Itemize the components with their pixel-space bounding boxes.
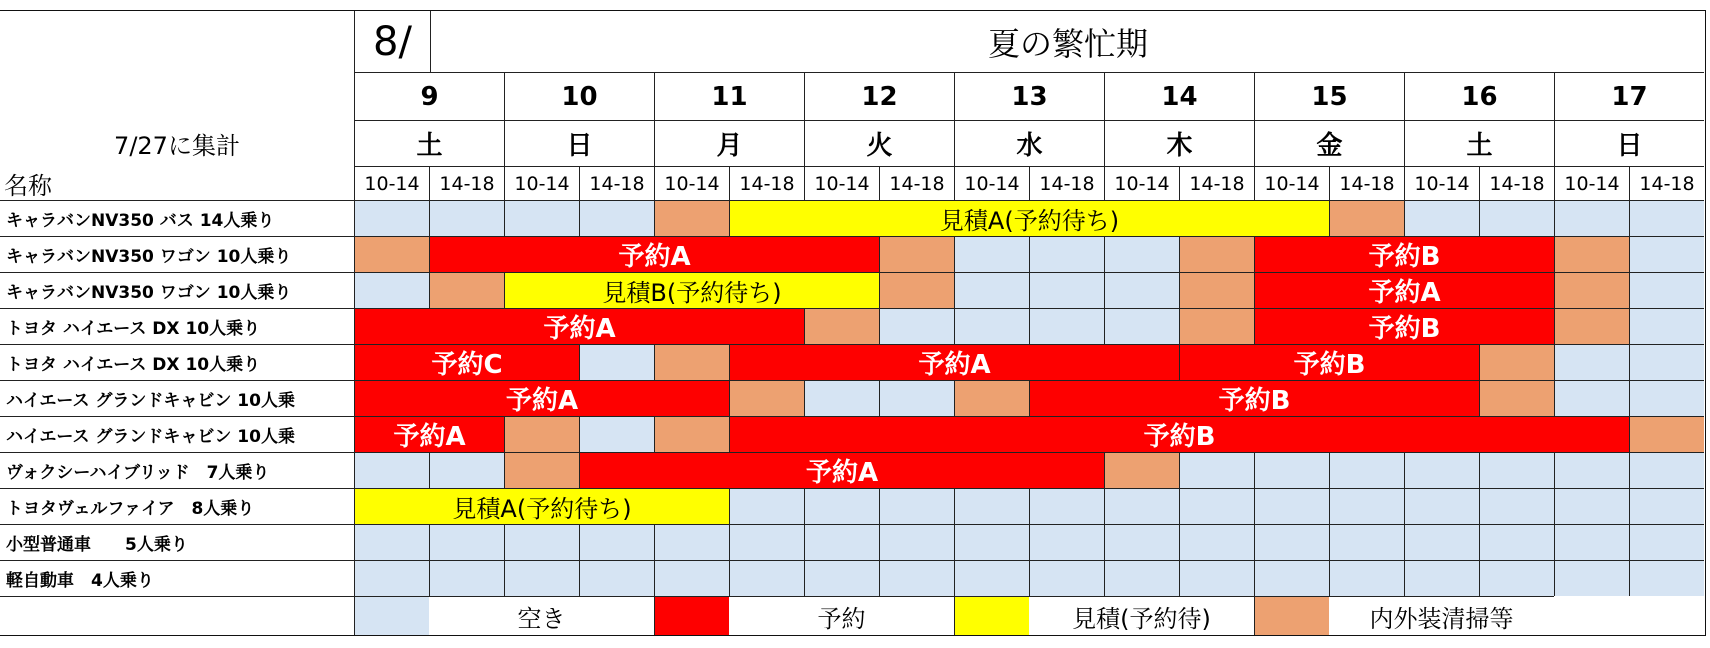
free-slot [1479,560,1554,596]
cleaning-slot [879,236,954,272]
free-slot [504,560,579,596]
day-weekday: 土 [1404,120,1554,166]
free-slot [954,236,1029,272]
free-slot [579,200,654,236]
free-slot [1329,452,1404,488]
month-label: 8/ [354,10,430,72]
cleaning-slot [1179,308,1254,344]
time-slot: 10-14 [804,166,879,200]
free-slot [879,524,954,560]
legend-label-est: 見積(予約待) [1029,596,1254,636]
free-slot [804,488,879,524]
time-slot: 14-18 [1479,166,1554,200]
free-slot [954,488,1029,524]
day-date: 13 [954,72,1104,120]
cleaning-slot [729,380,804,416]
reservation-block: 予約B [1179,344,1479,380]
free-slot [879,380,954,416]
free-slot [804,560,879,596]
free-slot [1629,560,1704,596]
legend-swatch-clean [1254,596,1329,636]
legend-swatch-resv [654,596,729,636]
free-slot [1479,452,1554,488]
legend-label-resv: 予約 [729,596,954,636]
free-slot [804,380,879,416]
reservation-block: 予約A [354,416,504,452]
free-slot [1554,560,1629,596]
reservation-block: 予約C [354,344,579,380]
free-slot [1029,488,1104,524]
reservation-block: 予約A [579,452,1104,488]
free-slot [1329,524,1404,560]
cleaning-slot [1629,416,1704,452]
vehicle-name: 軽自動車 4人乗り [0,560,354,596]
time-slot: 10-14 [1554,166,1629,200]
free-slot [579,524,654,560]
cleaning-slot [1554,308,1629,344]
free-slot [1104,308,1179,344]
cleaning-slot [1479,380,1554,416]
free-slot [1479,488,1554,524]
free-slot [1029,560,1104,596]
period-title: 夏の繁忙期 [430,10,1706,72]
reservation-block: 予約A [354,380,729,416]
free-slot [579,344,654,380]
day-weekday: 木 [1104,120,1254,166]
day-date: 14 [1104,72,1254,120]
cleaning-slot [1329,200,1404,236]
free-slot [879,560,954,596]
vehicle-name: ヴォクシーハイブリッド 7人乗り [0,452,354,488]
free-slot [1104,236,1179,272]
free-slot [1254,560,1329,596]
vehicle-name: キャラバンNV350 バス 14人乗り [0,200,354,236]
vehicle-name: トヨタヴェルファイア 8人乗り [0,488,354,524]
vehicle-name: 小型普通車 5人乗り [0,524,354,560]
free-slot [1179,488,1254,524]
cleaning-slot [1179,272,1254,308]
free-slot [729,560,804,596]
vehicle-name: トヨタ ハイエース DX 10人乗り [0,308,354,344]
free-slot [1029,236,1104,272]
vehicle-name: ハイエース グランドキャビン 10人乗 [0,380,354,416]
free-slot [1629,200,1704,236]
free-slot [1029,308,1104,344]
cleaning-slot [354,236,429,272]
free-slot [1554,524,1629,560]
free-slot [1404,560,1479,596]
free-slot [1479,524,1554,560]
free-slot [1404,488,1479,524]
free-slot [729,524,804,560]
reservation-block: 予約A [354,308,804,344]
day-weekday: 土 [354,120,504,166]
day-weekday: 日 [1554,120,1704,166]
time-slot: 14-18 [429,166,504,200]
cleaning-slot [954,380,1029,416]
vehicle-name: キャラバンNV350 ワゴン 10人乗り [0,272,354,308]
free-slot [354,560,429,596]
free-slot [1479,200,1554,236]
time-slot: 10-14 [354,166,429,200]
free-slot [654,524,729,560]
estimate-block: 見積B(予約待ち) [504,272,879,308]
legend-name-spacer [0,596,354,636]
summary-note: 7/27に集計 [114,131,240,160]
free-slot [1629,452,1704,488]
estimate-block: 見積A(予約待ち) [354,488,729,524]
cleaning-slot [1554,272,1629,308]
cleaning-slot [654,344,729,380]
free-slot [1179,452,1254,488]
day-date: 9 [354,72,504,120]
reservation-block: 予約A [729,344,1179,380]
cleaning-slot [504,416,579,452]
free-slot [954,524,1029,560]
free-slot [429,560,504,596]
free-slot [354,272,429,308]
free-slot [429,524,504,560]
free-slot [1104,524,1179,560]
free-slot [504,524,579,560]
free-slot [504,200,579,236]
day-weekday: 日 [504,120,654,166]
cleaning-slot [429,272,504,308]
name-column-header: 名称 [4,171,52,200]
time-slot: 14-18 [1629,166,1704,200]
free-slot [1554,200,1629,236]
time-slot: 10-14 [504,166,579,200]
time-slot: 14-18 [579,166,654,200]
free-slot [1179,560,1254,596]
free-slot [579,416,654,452]
free-slot [1329,488,1404,524]
free-slot [429,452,504,488]
cleaning-slot [1104,452,1179,488]
time-slot: 10-14 [1404,166,1479,200]
free-slot [354,524,429,560]
estimate-block: 見積A(予約待ち) [729,200,1329,236]
day-weekday: 水 [954,120,1104,166]
time-slot: 14-18 [729,166,804,200]
vehicle-name: キャラバンNV350 ワゴン 10人乗り [0,236,354,272]
day-date: 15 [1254,72,1404,120]
day-weekday: 月 [654,120,804,166]
free-slot [354,452,429,488]
time-slot: 10-14 [1254,166,1329,200]
cleaning-slot [1479,344,1554,380]
free-slot [954,308,1029,344]
legend-swatch-free [354,596,429,636]
vehicle-name: トヨタ ハイエース DX 10人乗り [0,344,354,380]
free-slot [579,560,654,596]
day-date: 16 [1404,72,1554,120]
time-slot: 14-18 [1179,166,1254,200]
free-slot [1329,560,1404,596]
cleaning-slot [1179,236,1254,272]
free-slot [1629,344,1704,380]
free-slot [879,308,954,344]
legend-label-free: 空き [429,596,654,636]
legend-label-clean: 内外装清掃等 [1329,596,1554,636]
free-slot [1629,236,1704,272]
free-slot [654,560,729,596]
free-slot [1254,524,1329,560]
free-slot [1554,380,1629,416]
day-weekday: 金 [1254,120,1404,166]
free-slot [354,200,429,236]
cleaning-slot [654,200,729,236]
free-slot [1554,488,1629,524]
reservation-block: 予約A [429,236,879,272]
legend-swatch-est [954,596,1029,636]
reservation-block: 予約B [1029,380,1479,416]
free-slot [1029,524,1104,560]
free-slot [1104,272,1179,308]
free-slot [1554,452,1629,488]
day-date: 12 [804,72,954,120]
day-date: 11 [654,72,804,120]
free-slot [804,524,879,560]
free-slot [1629,308,1704,344]
cleaning-slot [879,272,954,308]
day-date: 10 [504,72,654,120]
time-slot: 10-14 [1104,166,1179,200]
free-slot [1404,452,1479,488]
free-slot [1629,272,1704,308]
free-slot [1179,524,1254,560]
cleaning-slot [504,452,579,488]
day-weekday: 火 [804,120,954,166]
free-slot [1629,524,1704,560]
free-slot [1404,524,1479,560]
cleaning-slot [804,308,879,344]
reservation-block: 予約B [729,416,1629,452]
cleaning-slot [654,416,729,452]
day-date: 17 [1554,72,1704,120]
free-slot [1629,488,1704,524]
free-slot [954,560,1029,596]
free-slot [1104,488,1179,524]
reservation-block: 予約A [1254,272,1554,308]
vehicle-name: ハイエース グランドキャビン 10人乗 [0,416,354,452]
free-slot [954,272,1029,308]
free-slot [1029,272,1104,308]
cleaning-slot [1554,236,1629,272]
free-slot [729,488,804,524]
reservation-block: 予約B [1254,236,1554,272]
free-slot [1554,344,1629,380]
free-slot [1629,380,1704,416]
time-slot: 14-18 [879,166,954,200]
time-slot: 14-18 [1029,166,1104,200]
time-slot: 14-18 [1329,166,1404,200]
free-slot [879,488,954,524]
free-slot [1254,488,1329,524]
time-slot: 10-14 [954,166,1029,200]
free-slot [1104,560,1179,596]
free-slot [1404,200,1479,236]
free-slot [1254,452,1329,488]
time-slot: 10-14 [654,166,729,200]
reservation-block: 予約B [1254,308,1554,344]
free-slot [429,200,504,236]
